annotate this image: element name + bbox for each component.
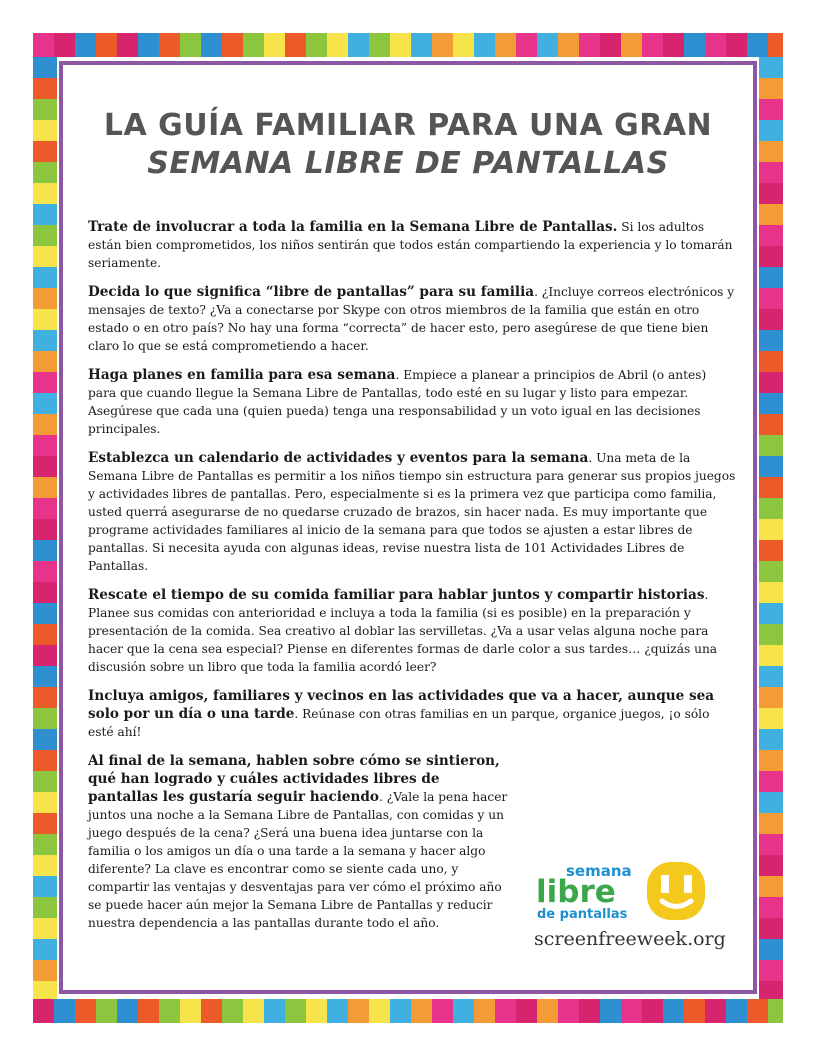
paragraph-lead: Decida lo que significa “libre de pantallas” para su familia <box>88 284 535 300</box>
paragraph-include-friends <box>88 687 738 741</box>
paragraph-end-of-week <box>88 752 508 932</box>
paragraph-lead: Rescate el tiempo de su comida familiar para hablar juntos y compartir historias <box>88 587 705 603</box>
paragraph-text: . Empiece a planear a principios de Abril (o antes) para que cuando llegue la Semana Libre de Pantallas, todo esté en su lugar y listo para empezar. Asegúrese que cada una (quien pueda) tenga una responsabilidad y un voto igual en las decisiones principales. <box>88 368 707 436</box>
article-body <box>88 218 738 943</box>
semana-libre-logo <box>534 860 714 922</box>
paragraph-text: . Reúnase con otras familias en un parque, organice juegos, ¡o sólo esté ahí! <box>88 707 710 739</box>
smiling-outlet-icon <box>647 862 705 920</box>
paragraph-text: . Una meta de la Semana Libre de Pantallas es permitir a los niños tiempo sin estructura para generar sus propios juegos y actividades libres de pantallas. Pero, especialmente si es la primera vez que participa como familia, usted querrá asegurarse de no quedarse cruzado de brazos, sin hacer nada. Es muy importante que programe actividades familiares al inicio de la semana para que todos se ajusten a estar libres de pantallas. Si necesita ayuda con algunas ideas, revise nuestra lista de 101 Actividades Libres de Pantallas. <box>88 451 736 573</box>
title-line-2: SEMANA LIBRE DE PANTALLAS <box>147 146 669 181</box>
paragraph-text: Si los adultos están bien comprometidos, los niños sentirán que todos están compartiendo la experiencia y lo tomarán seriamente. <box>88 220 733 270</box>
paragraph-text: . Planee sus comidas con anterioridad e incluya a toda la familia (si es posible) en la preparación y presentación de la comida. Sea creativo al doblar las servilletas. ¿Va a usar velas alguna noche para hacer que la cena sea especial? Piense en diferentes formas de darle color a sus tardes… ¿quizás una discusión sobre un libro que toda la familia acordó leer? <box>88 588 718 674</box>
title-line-1: LA GUÍA FAMILIAR PARA UNA GRAN <box>103 108 713 143</box>
logo-word-semana: semana <box>566 862 632 880</box>
logo-word-de-pantallas: de pantallas <box>537 907 628 922</box>
paragraph-lead: Haga planes en familia para esa semana <box>88 367 396 383</box>
paragraph-lead: Incluya amigos, familiares y vecinos en las actividades que va a hacer, aunque sea solo por un día o una tarde <box>88 688 715 722</box>
paragraph-family-meals <box>88 586 738 676</box>
paragraph-lead: Al final de la semana, hablen sobre cómo se sintieron, qué han logrado y cuáles actividades libres de pantallas les gustaría seguir haciendo <box>88 753 500 805</box>
website-url: screenfreeweek.org <box>534 928 726 950</box>
paragraph-calendar <box>88 449 738 575</box>
paragraph-define-screen-free <box>88 283 738 355</box>
paragraph-text: . ¿Incluye correos electrónicos y mensajes de texto? ¿Va a conectarse por Skype con otros miembros de la familia que están en otro estado o en otro país? No hay una forma “correcta” de hacer esto, pero asegúrese de que tiene bien claro lo que se está comprometiendo a hacer. <box>88 285 735 353</box>
paragraph-text: . ¿Vale la pena hacer juntos una noche a la Semana Libre de Pantallas, con comidas y un juego después de la cena? ¿Será una buena idea juntarse con la familia o los amigos un día o una tarde a la semana y hacer algo diferente? La clave es encontrar como se siente cada uno, y compartir las ventajas y desventajas para ver cómo el próximo año se puede hacer aún mejor la Semana Libre de Pantallas y reducir nuestra dependencia a las pantallas durante todo el año. <box>88 790 508 930</box>
paragraph-involve-family <box>88 218 738 272</box>
paragraph-make-plans <box>88 366 738 438</box>
paragraph-lead: Establezca un calendario de actividades y eventos para la semana <box>88 450 589 466</box>
paragraph-lead: Trate de involucrar a toda la familia en la Semana Libre de Pantallas. <box>88 219 618 235</box>
logo-word-libre: libre <box>536 874 616 910</box>
